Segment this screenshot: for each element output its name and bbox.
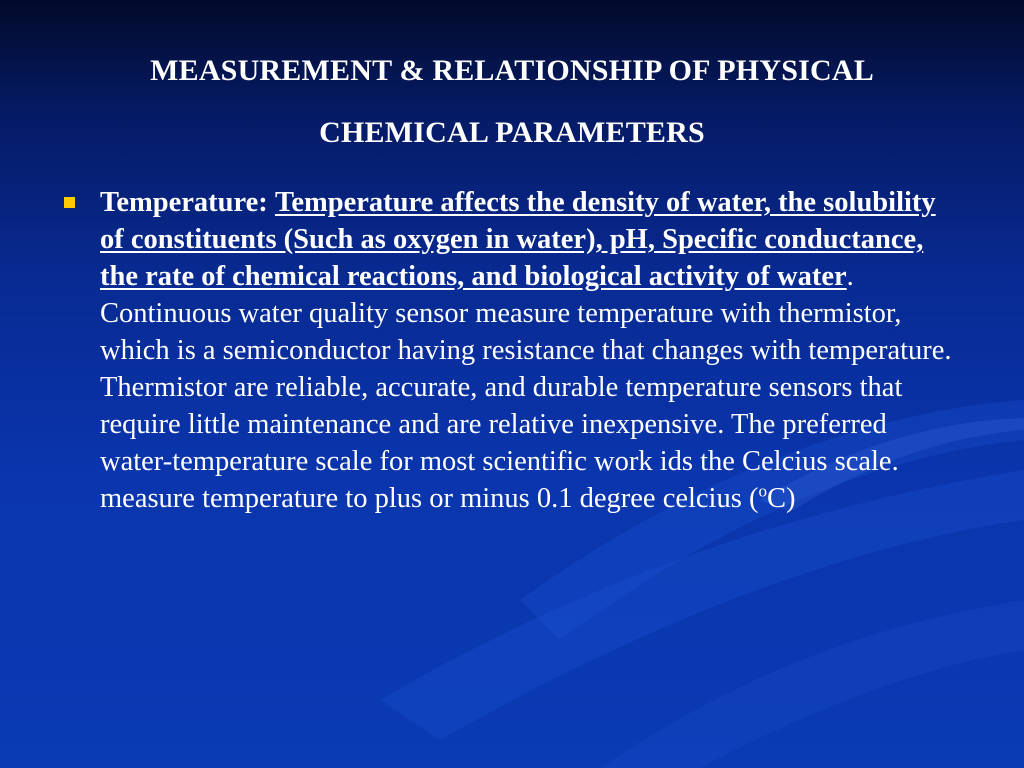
bullet-item-temperature [60, 184, 965, 517]
bullet-term: Temperature: [100, 187, 268, 218]
bullet-emphasis-text: Temperature affects the density of water, the solubility of constituents (Such as oxygen in water), pH, Specific conductance, the rate of chemical reactions, and biological activity of water [100, 187, 936, 292]
slide-body [60, 184, 965, 517]
slide-title [40, 40, 984, 164]
degree-superscript: o [758, 481, 767, 501]
unit-close: C) [767, 483, 796, 514]
bullet-body-text: . Continuous water quality sensor measure temperature with thermistor, which is a semiconductor having resistance that changes with temperature. Thermistor are reliable, accurate, and durable temperature sensors that require little maintenance and are relative inexpensive. The preferred water-temperature scale for most scientific work ids the Celcius scale. measure temperature to plus or minus 0.1 degree celcius [100, 261, 952, 514]
title-line-1: MEASUREMENT & RELATIONSHIP OF PHYSICAL [150, 54, 874, 87]
title-line-2: CHEMICAL PARAMETERS [319, 116, 705, 149]
bullet-square-icon [64, 197, 75, 208]
unit-open: ( [748, 483, 759, 514]
